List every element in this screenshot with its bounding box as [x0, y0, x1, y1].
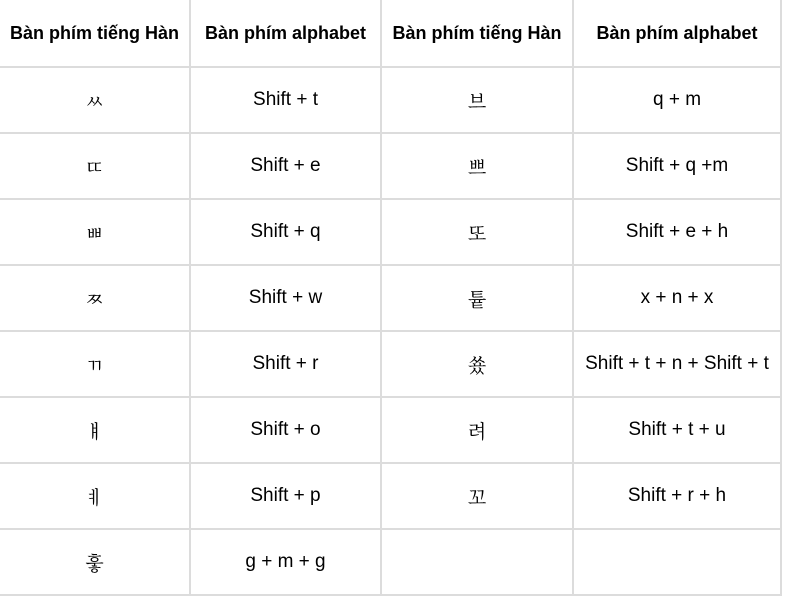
- korean-char-cell: ㅆ: [0, 68, 191, 132]
- table-row: [0, 332, 782, 398]
- korean-char-cell: ㅃ: [0, 200, 191, 264]
- alphabet-keys-cell: Shift + r + h: [574, 464, 782, 528]
- alphabet-keys-cell: Shift + r: [191, 332, 382, 396]
- alphabet-keys-cell: g + m + g: [191, 530, 382, 594]
- table-row: [0, 530, 782, 596]
- alphabet-keys-cell: Shift + e + h: [574, 200, 782, 264]
- alphabet-keys-cell: Shift + t + n + Shift + t: [574, 332, 782, 396]
- header-korean-keyboard-1: Bàn phím tiếng Hàn: [0, 0, 191, 66]
- alphabet-keys-cell: q + m: [574, 68, 782, 132]
- table-row: [0, 398, 782, 464]
- korean-char-cell: ㅒ: [0, 398, 191, 462]
- alphabet-keys-cell: Shift + o: [191, 398, 382, 462]
- korean-char-cell: ㄲ: [0, 332, 191, 396]
- table-row: [0, 464, 782, 530]
- alphabet-keys-cell: Shift + q: [191, 200, 382, 264]
- header-alphabet-keyboard-2: Bàn phím alphabet: [574, 0, 782, 66]
- alphabet-keys-cell: Shift + t: [191, 68, 382, 132]
- alphabet-keys-cell: x + n + x: [574, 266, 782, 330]
- alphabet-keys-cell: Shift + q +m: [574, 134, 782, 198]
- korean-char-cell: ㅖ: [0, 464, 191, 528]
- korean-char-cell: 훟: [0, 530, 191, 594]
- korean-char-cell: 려: [382, 398, 574, 462]
- table-row: [0, 200, 782, 266]
- korean-char-cell: [382, 530, 574, 594]
- table-row: [0, 266, 782, 332]
- alphabet-keys-cell: Shift + w: [191, 266, 382, 330]
- header-korean-keyboard-2: Bàn phím tiếng Hàn: [382, 0, 574, 66]
- korean-char-cell: ㅉ: [0, 266, 191, 330]
- table-row: [0, 68, 782, 134]
- korean-char-cell: 쑜: [382, 332, 574, 396]
- alphabet-keys-cell: [574, 530, 782, 594]
- korean-char-cell: 튵: [382, 266, 574, 330]
- korean-char-cell: 브: [382, 68, 574, 132]
- alphabet-keys-cell: Shift + e: [191, 134, 382, 198]
- korean-char-cell: 또: [382, 200, 574, 264]
- korean-char-cell: 쁘: [382, 134, 574, 198]
- table-row: [0, 134, 782, 200]
- table-header-row: [0, 0, 782, 68]
- alphabet-keys-cell: Shift + t + u: [574, 398, 782, 462]
- korean-char-cell: 꼬: [382, 464, 574, 528]
- alphabet-keys-cell: Shift + p: [191, 464, 382, 528]
- korean-char-cell: ㄸ: [0, 134, 191, 198]
- header-alphabet-keyboard-1: Bàn phím alphabet: [191, 0, 382, 66]
